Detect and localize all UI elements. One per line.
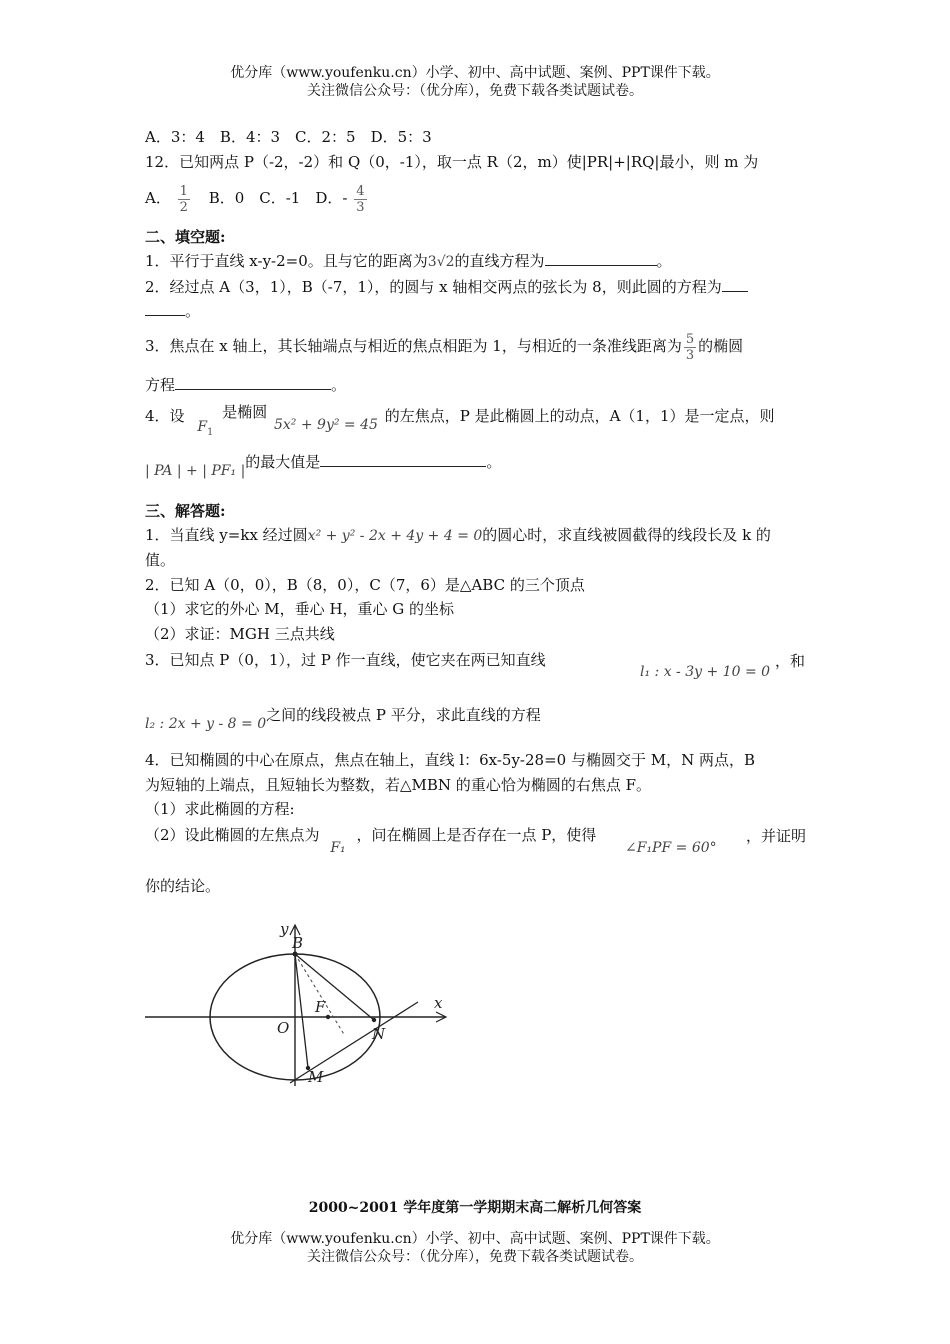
fill-q3-end: 。 [331,376,347,394]
solve-q3-l1 [640,662,770,680]
label-f: F [315,998,326,1016]
solve-q4-angle-eq: ∠F₁PF = 60° [625,840,717,856]
solve-q3-and: ，和 [775,652,806,670]
q12-d-denominator: 3 [356,199,365,215]
fill-q1-blank[interactable] [545,251,657,266]
label-o: O [277,1019,290,1037]
fill-q2-end: 。 [185,302,201,320]
q12-a-denominator: 2 [179,199,188,215]
solve-q1-circle-eq: x² + y² - 2x + 4y + 4 = 0 [307,528,483,544]
fill-q4-post: 的左焦点，P 是此椭圆上的动点，A（1，1）是一定点，则 [384,407,775,425]
fill-q2-line2 [145,301,200,321]
solve-q1-pre: 1．当直线 y=kx 经过圆 [145,526,308,544]
fill-q2-line1 [145,277,748,297]
q12-option-d-fraction [354,184,366,215]
fill-q4-line2-text: 的最大值是 [245,453,321,471]
solve-q4-line4-pre-text: （2）设此椭圆的左焦点为 [145,826,320,844]
fill-q4-f1-sub: 1 [207,426,214,438]
solve-q3-pre: 3．已知点 P（0，1），过 P 作一直线，使它夹在两已知直线 [145,651,546,669]
solve-q1-line2: 值。 [145,551,176,569]
solve-q3-l1-eq: l₁ : x - 3y + 10 = 0 [640,664,771,680]
footer-line-1: 优分库（www.youfenku.cn）小学、初中、高中试题、案例、PPT课件下载。 [230,1231,720,1247]
fill-q4-mid: 是椭圆 [222,403,268,421]
solve-q4-line4-post: ，并证明 [746,827,807,845]
q11-options: A．3：4 B．4：3 C．2：5 D．5：3 [145,128,432,146]
fill-q3-denominator: 3 [685,347,695,363]
fill-q1-distance: 3√2 [427,254,455,270]
footer-line-2: 关注微信公众号：（优分库），免费下载各类试题试卷。 [307,1249,643,1265]
solve-q4-f1: F₁ [330,840,346,856]
label-b: B [292,934,304,952]
solve-q2-line2: （1）求它的外心 M，垂心 H，重心 G 的坐标 [145,600,455,618]
solve-q1-post: 的圆心时，求直线被圆截得的线段长及 k 的 [482,526,771,544]
solve-q4-line4-mid: ，问在椭圆上是否存在一点 P，使得 [356,826,597,844]
fill-q2-blank-a[interactable] [722,277,748,292]
segment-bm [295,954,308,1068]
fill-q4-blank[interactable] [320,452,486,467]
solve-q2-line1: 2．已知 A（0，0），B（8，0），C（7，6）是△ABC 的三个顶点 [145,576,585,594]
fill-q3-line2-text: 方程 [145,376,176,394]
fill-q4-pre: 4．设 [145,407,185,425]
fill-q4-ellipse-eq: 5x² + 9y² = 45 [274,417,378,433]
header-line-1: 优分库（www.youfenku.cn）小学、初中、高中试题、案例、PPT课件下载。 [230,65,720,81]
solve-q3-l2-eq: l₂ : 2x + y - 8 = 0 [145,716,267,732]
fill-q2-text: 2．经过点 A（3，1），B（-7，1），的圆与 x 轴相交两点的弦长为 8，则此圆的方程为 [145,278,722,296]
point-n [372,1018,376,1022]
fill-q1 [145,251,672,272]
fill-q3-blank[interactable] [175,375,331,390]
solve-q4-line4-pre [145,825,597,856]
solve-q4-line3: （1）求此椭圆的方程: [145,800,295,818]
solve-q2-line3: （2）求证：MGH 三点共线 [145,625,335,643]
fill-q4-end: 。 [486,453,502,471]
solve-q4-line1: 4．已知椭圆的中心在原点，焦点在轴上，直线 l：6x-5y-28=0 与椭圆交于 M，N 两点，B [145,751,756,769]
solve-q4-angle [625,838,717,856]
q12-option-a-fraction [178,184,190,215]
solve-q4-line5: 你的结论。 [145,877,221,895]
q12-a-numerator: 1 [179,183,188,199]
point-f [326,1015,330,1019]
q12-d-numerator: 4 [356,183,365,199]
section-2-title: 二、填空题: [145,228,226,246]
label-n: N [372,1025,386,1043]
fill-q4-line1 [145,400,775,439]
fill-q1-end: 。 [656,252,672,270]
fill-q1-post: 的直线方程为 [454,252,545,270]
section-3-title: 三、解答题: [145,502,226,520]
fill-q4-f1 [197,419,214,438]
header-line-2: 关注微信公众号：（优分库），免费下载各类试题试卷。 [307,83,643,99]
fill-q3-post: 的椭圆 [698,337,744,355]
label-m: M [308,1068,324,1086]
x-axis-label: x [434,994,443,1012]
y-axis-label: y [280,920,289,938]
solve-q4-line2: 为短轴的上端点，且短轴长为整数，若△MBN 的重心恰为椭圆的右焦点 F。 [145,776,651,794]
fill-q3-numerator: 5 [685,331,695,347]
ellipse-figure [140,918,460,1093]
q12-options [145,178,369,218]
q12-stem: 12．已知两点 P（-2，-2）和 Q（0，-1），取一点 R（2，m）使|PR|+|RQ|最小，则 m 为 [145,153,759,171]
q12-options-bcd: B．0 C．-1 D．- [208,189,348,207]
solve-q1-line1 [145,525,771,546]
segment-bn [295,954,374,1020]
fill-q1-pre: 1．平行于直线 x-y-2=0。且与它的距离为 [145,252,428,270]
q12-option-a-label: A． [145,189,171,207]
fill-q3-line2 [145,375,346,395]
fill-q2-blank-b[interactable] [145,301,185,316]
fill-q4-expression: | PA | + | PF₁ | [145,463,246,479]
fill-q3-fraction [684,332,696,363]
point-b [293,952,298,957]
fill-q4-line2 [145,452,502,479]
solve-q3-line2 [145,700,541,731]
solve-q3-post: 之间的线段被点 P 平分，求此直线的方程 [266,706,541,724]
fill-q3-line1 [145,326,743,366]
fill-q3-pre: 3．焦点在 x 轴上，其长轴端点与相近的焦点相距为 1，与相近的一条准线距离为 [145,337,682,355]
answer-title: 2000~2001 学年度第一学期期末高二解析几何答案 [308,1200,642,1216]
fill-q4-f1-letter: F [197,419,208,435]
